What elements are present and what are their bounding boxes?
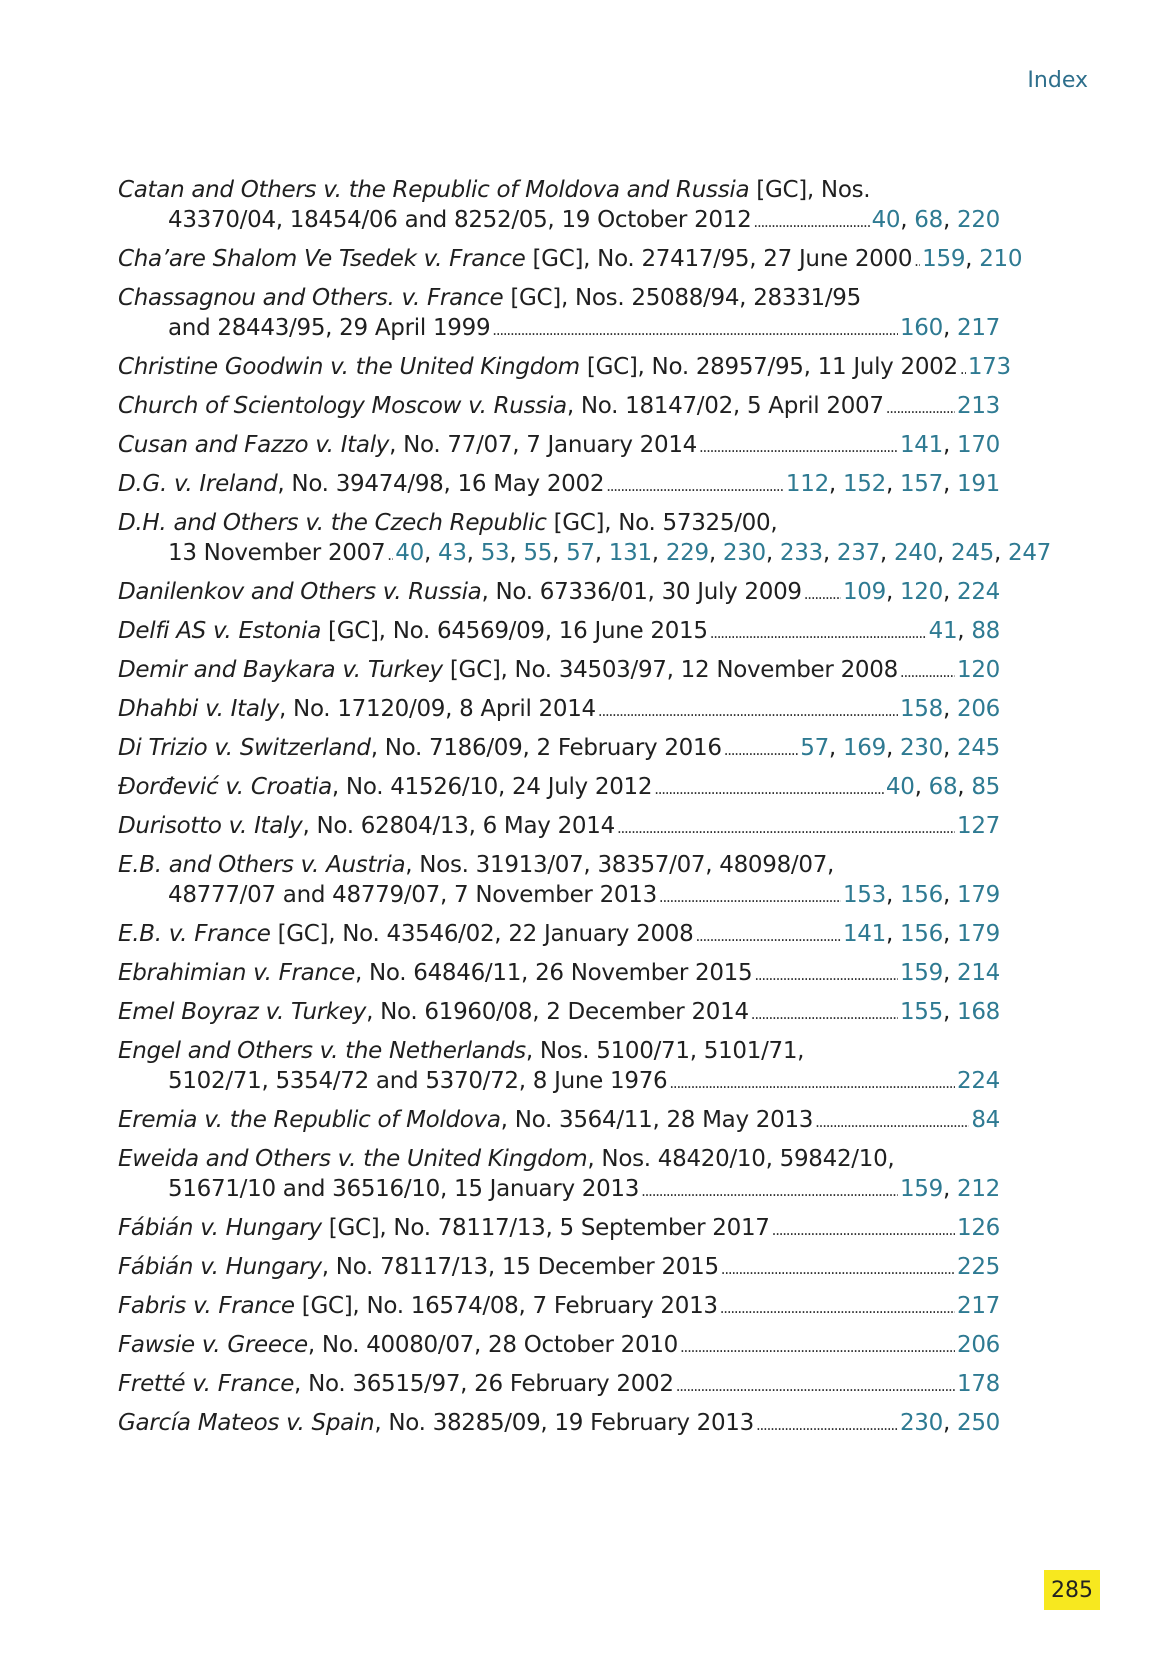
page-link[interactable]: 191 [957, 471, 1000, 497]
case-citation: , Nos. 31913/07, 38357/07, 48098/07, [405, 852, 835, 878]
case-name: Fábián v. Hungary [118, 1254, 322, 1280]
page-references: 40, 68, 220 [871, 207, 1000, 233]
page-link[interactable]: 179 [957, 882, 1000, 908]
page-references: 158, 206 [899, 696, 1000, 722]
index-entry [118, 1291, 1000, 1323]
index-entry [118, 1213, 1000, 1245]
page-link[interactable]: 157 [899, 471, 943, 497]
page-link[interactable]: 224 [957, 579, 1000, 605]
page-link[interactable]: 127 [957, 813, 1000, 839]
index-entry [118, 1252, 1000, 1284]
case-name: Cusan and Fazzo v. Italy [118, 432, 390, 458]
case-citation: , No. 39474/98, 16 May 2002 [277, 471, 605, 497]
page-references: 230, 250 [899, 1410, 1000, 1436]
page-link[interactable]: 57 [566, 540, 595, 566]
page-link[interactable]: 57 [800, 735, 829, 761]
index-list [118, 175, 1052, 1447]
entry-line [118, 1408, 1000, 1440]
index-entry [118, 430, 1000, 462]
case-citation: , No. 18147/02, 5 April 2007 [566, 393, 884, 419]
index-entry [118, 958, 1000, 990]
page-link[interactable]: 40 [395, 540, 424, 566]
index-entry [118, 997, 1000, 1029]
page-references: 112, 152, 157, 191 [785, 471, 1000, 497]
case-name: E.B. and Others v. Austria [118, 852, 406, 878]
entry-line [118, 508, 1000, 538]
entry-line [118, 1252, 1000, 1284]
entry-continuation-line [118, 1066, 1000, 1098]
page-link[interactable]: 159 [899, 1176, 943, 1202]
page-references: 160, 217 [899, 315, 1000, 341]
dot-leader [695, 919, 840, 951]
case-citation-continued: 48777/07 and 48779/07, 7 November 2013 [168, 882, 657, 908]
index-entry [118, 850, 1000, 912]
dot-leader [721, 1252, 955, 1284]
case-citation: [GC], No. 64569/09, 16 June 2015 [321, 618, 708, 644]
case-name: Fawsie v. Greece [118, 1332, 308, 1358]
dot-leader [815, 1105, 969, 1137]
index-entry [118, 1105, 1000, 1137]
page-link[interactable]: 160 [899, 315, 943, 341]
case-citation: [GC], No. 16574/08, 7 February 2013 [294, 1293, 718, 1319]
entry-line [118, 811, 1000, 843]
dot-leader [641, 1174, 898, 1206]
page-link[interactable]: 229 [665, 540, 709, 566]
entry-line [118, 391, 1000, 423]
page-link[interactable]: 41 [928, 618, 958, 644]
index-entry [118, 733, 1000, 765]
page-link[interactable]: 152 [842, 471, 886, 497]
page-link[interactable]: 53 [480, 540, 510, 566]
page-link[interactable]: 141 [899, 432, 943, 458]
page-link[interactable]: 40 [885, 774, 915, 800]
entry-line [118, 469, 1000, 501]
dot-leader [492, 313, 898, 345]
page-references [968, 352, 1011, 382]
page-references [957, 1252, 1000, 1282]
dot-leader [710, 616, 927, 648]
page-references: 141, 156, 179 [842, 921, 1000, 947]
case-name: Fábián v. Hungary [118, 1215, 322, 1241]
entry-continuation-line [118, 880, 1000, 912]
page-link[interactable]: 141 [842, 921, 886, 947]
page-link[interactable]: 225 [957, 1254, 1000, 1280]
page-link[interactable]: 170 [957, 432, 1000, 458]
page-link[interactable]: 245 [950, 540, 994, 566]
page-references: 159, 210 [922, 246, 1023, 272]
entry-line [118, 1144, 1000, 1174]
case-name: Demir and Baykara v. Turkey [118, 657, 443, 683]
dot-leader [756, 1408, 898, 1440]
case-name: Church of Scientology Moscow v. Russia [118, 393, 567, 419]
page-link[interactable]: 250 [957, 1410, 1000, 1436]
case-name: Delfi AS v. Estonia [118, 618, 322, 644]
case-name: Fretté v. France [118, 1371, 295, 1397]
case-citation: , No. 40080/07, 28 October 2010 [307, 1332, 678, 1358]
page-link[interactable]: 217 [957, 315, 1000, 341]
index-entry [118, 811, 1000, 843]
index-entry [118, 655, 1000, 687]
dot-leader [900, 655, 955, 687]
case-citation: , No. 7186/09, 2 February 2016 [370, 735, 722, 761]
page-references: 109, 120, 224 [842, 579, 1000, 605]
entry-line [118, 694, 1000, 726]
entry-line [118, 283, 1000, 313]
page-link[interactable]: 213 [957, 393, 1000, 419]
page-references [957, 811, 1000, 841]
dot-leader [617, 811, 955, 843]
page-link[interactable]: 206 [957, 696, 1000, 722]
case-name: Eweida and Others v. the United Kingdom [118, 1146, 588, 1172]
case-name: D.H. and Others v. the Czech Republic [118, 510, 547, 536]
page-link[interactable]: 112 [785, 471, 829, 497]
case-citation: [GC], Nos. [749, 177, 871, 203]
page-references: 40, 68, 85 [885, 774, 1000, 800]
case-citation: [GC], No. 78117/13, 5 September 2017 [321, 1215, 770, 1241]
case-citation: , No. 41526/10, 24 July 2012 [331, 774, 653, 800]
case-name: Fabris v. France [118, 1293, 295, 1319]
case-citation: , No. 67336/01, 30 July 2009 [481, 579, 802, 605]
entry-line [118, 1291, 1000, 1323]
dot-leader [598, 694, 898, 726]
index-entry [118, 1408, 1000, 1440]
page-references: 40, 43, 53, 55, 57, 131, 229, 230, 233, 237, 240, 245, 247 [395, 540, 1052, 566]
case-name: García Mateos v. Spain [118, 1410, 375, 1436]
index-entry [118, 694, 1000, 726]
case-name: Chassagnou and Others. v. France [118, 285, 504, 311]
case-citation: , No. 3564/11, 28 May 2013 [500, 1107, 814, 1133]
page-link[interactable]: 224 [957, 1068, 1000, 1094]
entry-line [118, 958, 1000, 990]
page-references [957, 1330, 1000, 1360]
page-link[interactable]: 126 [957, 1215, 1000, 1241]
case-name: Dhahbi v. Italy [118, 696, 280, 722]
dot-leader [751, 997, 898, 1029]
page-link[interactable]: 206 [957, 1332, 1000, 1358]
entry-line [118, 1213, 1000, 1245]
entry-line [118, 616, 1000, 648]
page-references: 159, 214 [899, 960, 1000, 986]
page-references [957, 1291, 1000, 1321]
dot-leader [753, 205, 869, 237]
entry-line [118, 244, 1023, 276]
entry-line [118, 1105, 1000, 1137]
page-references [957, 1369, 1000, 1399]
page-link[interactable]: 220 [957, 207, 1000, 233]
page-references [957, 655, 1000, 685]
case-name: Di Trizio v. Switzerland [118, 735, 371, 761]
page-link[interactable]: 43 [437, 540, 467, 566]
page-link[interactable]: 237 [836, 540, 880, 566]
case-citation: , Nos. 5100/71, 5101/71, [525, 1038, 805, 1064]
dot-leader [724, 733, 799, 765]
dot-leader [772, 1213, 955, 1245]
case-name: Cha’are Shalom Ve Tsedek v. France [118, 246, 526, 272]
page-link[interactable]: 217 [957, 1293, 1000, 1319]
case-citation: , No. 62804/13, 6 May 2014 [302, 813, 615, 839]
case-citation-continued: 13 November 2007 [168, 540, 386, 566]
dot-leader [659, 880, 841, 912]
page-link[interactable]: 55 [523, 540, 553, 566]
case-citation: , Nos. 48420/10, 59842/10, [587, 1146, 895, 1172]
entry-line [118, 772, 1000, 804]
dot-leader [680, 1330, 955, 1362]
dot-leader [654, 772, 884, 804]
page-link[interactable]: 173 [967, 354, 1011, 380]
index-entry [118, 577, 1000, 609]
entry-line [118, 352, 1011, 384]
index-entry [118, 244, 1023, 276]
index-entry [118, 391, 1000, 423]
index-entry [118, 772, 1000, 804]
page-link[interactable]: 85 [971, 774, 1000, 800]
page-references: 153, 156, 179 [842, 882, 1000, 908]
page-references [957, 1066, 1000, 1096]
index-entry [118, 1369, 1000, 1401]
case-citation: , No. 36515/97, 26 February 2002 [294, 1371, 674, 1397]
page-references [957, 1213, 1000, 1243]
page-link[interactable]: 179 [957, 921, 1000, 947]
page-link[interactable]: 156 [899, 882, 943, 908]
page-references: 155, 168 [899, 999, 1000, 1025]
case-name: D.G. v. Ireland [118, 471, 278, 497]
page-link[interactable]: 169 [842, 735, 886, 761]
page-link[interactable]: 155 [899, 999, 943, 1025]
case-name: Danilenkov and Others v. Russia [118, 579, 482, 605]
case-citation: , No. 61960/08, 2 December 2014 [366, 999, 749, 1025]
entry-continuation-line [118, 205, 1000, 237]
index-entry [118, 469, 1000, 501]
case-citation: [GC], No. 28957/95, 11 July 2002 [579, 354, 958, 380]
index-entry [118, 175, 1000, 237]
dot-leader [669, 1066, 955, 1098]
case-name: Ebrahimian v. France [118, 960, 355, 986]
case-citation: [GC], No. 34503/97, 12 November 2008 [442, 657, 898, 683]
page-link[interactable]: 159 [922, 246, 966, 272]
case-citation: , No. 78117/13, 15 December 2015 [321, 1254, 719, 1280]
entry-line [118, 1036, 1000, 1066]
page-link[interactable]: 214 [957, 960, 1000, 986]
page-link[interactable]: 240 [893, 540, 937, 566]
index-entry [118, 1330, 1000, 1362]
entry-line [118, 577, 1000, 609]
entry-line [118, 1369, 1000, 1401]
case-name: Catan and Others v. the Republic of Moldova and Russia [118, 177, 750, 203]
dot-leader [804, 577, 841, 609]
case-citation: [GC], No. 43546/02, 22 January 2008 [270, 921, 694, 947]
dot-leader [606, 469, 784, 501]
page-link[interactable]: 178 [957, 1371, 1000, 1397]
index-entry [118, 1036, 1000, 1098]
case-citation: [GC], Nos. 25088/94, 28331/95 [503, 285, 861, 311]
index-entry [118, 1144, 1000, 1206]
entry-line [118, 1330, 1000, 1362]
case-citation-continued: 51671/10 and 36516/10, 15 January 2013 [168, 1176, 640, 1202]
case-name: Christine Goodwin v. the United Kingdom [118, 354, 580, 380]
case-citation: , No. 64846/11, 26 November 2015 [354, 960, 753, 986]
entry-continuation-line [118, 1174, 1000, 1206]
index-entry [118, 352, 1011, 384]
page-link[interactable]: 68 [914, 207, 943, 233]
index-entry [118, 283, 1000, 345]
case-citation: [GC], No. 57325/00, [546, 510, 778, 536]
dot-leader [914, 244, 920, 276]
page-link[interactable]: 156 [899, 921, 943, 947]
dot-leader [754, 958, 898, 990]
dot-leader [960, 352, 966, 384]
page-link[interactable]: 212 [957, 1176, 1000, 1202]
case-citation: , No. 17120/09, 8 April 2014 [279, 696, 596, 722]
index-entry [118, 919, 1000, 951]
case-citation-continued: and 28443/95, 29 April 1999 [168, 315, 491, 341]
page-link[interactable]: 153 [842, 882, 886, 908]
page-references: 57, 169, 230, 245 [800, 735, 1000, 761]
page-link[interactable]: 210 [979, 246, 1023, 272]
page-link[interactable]: 40 [871, 207, 901, 233]
dot-leader [676, 1369, 955, 1401]
dot-leader [387, 538, 393, 570]
entry-line [118, 430, 1000, 462]
case-name: E.B. v. France [118, 921, 271, 947]
index-entry [118, 616, 1000, 648]
page-references: 141, 170 [899, 432, 1000, 458]
entry-line [118, 733, 1000, 765]
dot-leader [699, 430, 898, 462]
page-link[interactable]: 230 [899, 735, 943, 761]
case-citation-continued: 5102/71, 5354/72 and 5370/72, 8 June 1976 [168, 1068, 668, 1094]
page-link[interactable]: 168 [957, 999, 1000, 1025]
dot-leader [886, 391, 955, 423]
case-name: Đorđević v. Croatia [118, 774, 332, 800]
case-name: Durisotto v. Italy [118, 813, 303, 839]
dot-leader [720, 1291, 955, 1323]
entry-line [118, 919, 1000, 951]
page-link[interactable]: 109 [842, 579, 886, 605]
page-link[interactable]: 233 [779, 540, 823, 566]
case-name: Eremia v. the Republic of Moldova [118, 1107, 501, 1133]
case-citation: , No. 77/07, 7 January 2014 [389, 432, 697, 458]
page-link[interactable]: 230 [722, 540, 766, 566]
entry-line [118, 997, 1000, 1029]
entry-continuation-line [118, 538, 1052, 570]
page-link[interactable]: 247 [1008, 540, 1052, 566]
page-link[interactable]: 159 [899, 960, 943, 986]
page-link[interactable]: 131 [608, 540, 652, 566]
page-link[interactable]: 120 [899, 579, 943, 605]
case-name: Emel Boyraz v. Turkey [118, 999, 367, 1025]
page-references: 159, 212 [899, 1176, 1000, 1202]
case-citation: , No. 38285/09, 19 February 2013 [374, 1410, 754, 1436]
page-link[interactable]: 230 [899, 1410, 943, 1436]
page-link[interactable]: 245 [957, 735, 1000, 761]
index-entry [118, 508, 1052, 570]
page-link[interactable]: 88 [971, 618, 1000, 644]
entry-line [118, 850, 1000, 880]
entry-line [118, 655, 1000, 687]
page-link[interactable]: 158 [899, 696, 943, 722]
page-number: 285 [1044, 1570, 1100, 1610]
page-references [971, 1105, 1000, 1135]
case-name: Engel and Others v. the Netherlands [118, 1038, 526, 1064]
page-link[interactable]: 120 [957, 657, 1000, 683]
entry-continuation-line [118, 313, 1000, 345]
case-citation-continued: 43370/04, 18454/06 and 8252/05, 19 October 2012 [168, 207, 752, 233]
page-link[interactable]: 84 [971, 1107, 1000, 1133]
entry-line [118, 175, 1000, 205]
page-references [957, 391, 1000, 421]
page-references: 41, 88 [928, 618, 1000, 644]
running-header: Index [1027, 68, 1088, 93]
page-link[interactable]: 68 [928, 774, 958, 800]
case-citation: [GC], No. 27417/95, 27 June 2000 [525, 246, 913, 272]
